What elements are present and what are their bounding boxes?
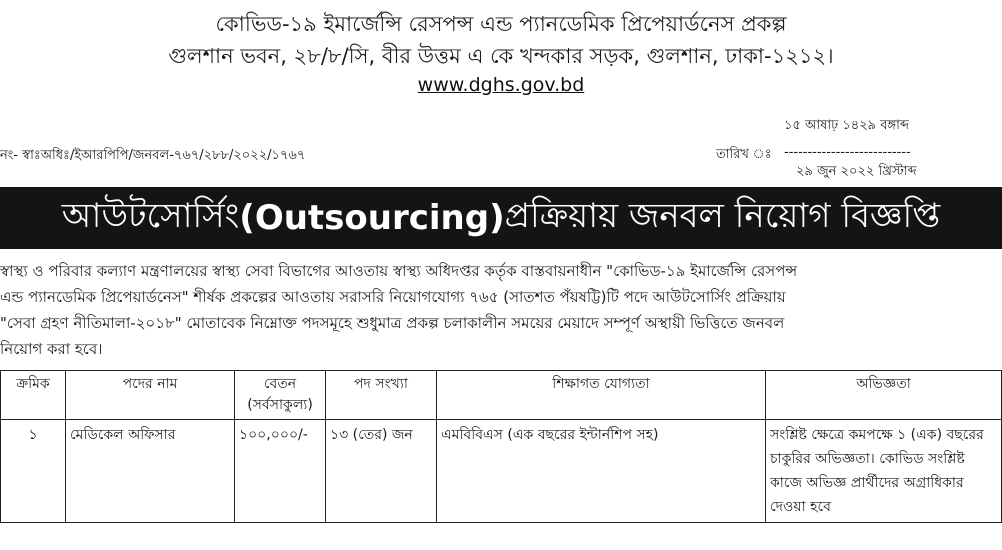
notice-banner xyxy=(0,187,1002,249)
memo-number: নং- স্বাঃঅধিঃ/ইআরপিপি/জনবল-৭৬৭/২৮৮/২০২২/১৭৬৭ xyxy=(0,148,306,163)
office-address: গুলশান ভবন, ২৮/৮/সি, বীর উত্তম এ কে খন্দকার সড়ক, গুলশান, ঢাকা-১২১২। xyxy=(168,44,834,68)
paragraph-line: "সেবা গ্রহণ নীতিমালা-২০১৮" মোতাবেক নিম্নোক্ত পদসমূহে শুধুমাত্র প্রকল্প চলাকালীন সময়ের মেয়াদে সম্পূর্ণ অস্থায়ী ভিত্তিতে জনবল xyxy=(0,314,785,332)
date-bangla: ১৫ আষাঢ় ১৪২৯ বঙ্গাব্দ xyxy=(784,118,909,133)
cell-education: এমবিবিএস (এক বছরের ইন্টার্নশিপ সহ) xyxy=(437,420,766,523)
date-divider: --------------------------- xyxy=(784,145,911,160)
col-serial-header: ক্রমিক xyxy=(1,371,66,420)
cell-post: মেডিকেল অফিসার xyxy=(66,420,235,523)
cell-salary: ১০০,০০০/- xyxy=(235,420,326,523)
project-title: কোভিড-১৯ ইমার্জেন্সি রেসপন্স এন্ড প্যানডেমিক প্রিপেয়ার্ডনেস প্রকল্প xyxy=(215,12,787,36)
cell-count: ১৩ (তের) জন xyxy=(326,420,437,523)
table-header-row xyxy=(1,371,1002,420)
website-link-wrap xyxy=(0,74,1002,96)
paragraph-line: এন্ড প্যানডেমিক প্রিপেয়ার্ডনেস" শীর্ষক প্রকল্পের আওতায় সরাসরি নিয়োগযোগ্য ৭৬৫ (সাতশত পঁয়ষট্টি)টি পদে আউটসোর্সিং প্রক্রিয়ায় xyxy=(0,288,786,306)
col-post-header: পদের নাম xyxy=(66,371,235,420)
table-row xyxy=(1,420,1002,523)
vacancy-table xyxy=(0,370,1002,523)
banner-text-english: (Outsourcing) xyxy=(239,198,505,238)
col-salary-header: বেতন (সর্বসাকুল্য) xyxy=(235,371,326,420)
cell-serial: ১ xyxy=(1,420,66,523)
paragraph-line: স্বাস্থ্য ও পরিবার কল্যাণ মন্ত্রণালয়ের স্বাস্থ্য সেবা বিভাগের আওতায় স্বাস্থ্য অধিদপ্তর কর্তৃক বাস্তবায়নাধীন "কোভিড-১৯ ইমার্জেন্সি রেসপন্স xyxy=(0,262,798,280)
date-label: তারিখ ঃ xyxy=(716,147,772,162)
cell-experience: সংশ্লিষ্ট ক্ষেত্রে কমপক্ষে ১ (এক) বছরের চাকুরির অভিজ্ঞতা। কোভিড সংশ্লিষ্ট কাজে অভিজ্ঞ প্রার্থীদের অগ্রাধিকার দেওয়া হবে xyxy=(766,420,1002,523)
paragraph-line: নিয়োগ করা হবে। xyxy=(0,340,103,358)
col-count-header: পদ সংখ্যা xyxy=(326,371,437,420)
banner-text-before: আউটসোর্সিং xyxy=(61,195,240,236)
date-block xyxy=(716,116,966,178)
date-english: ২৯ জুন ২০২২ খ্রিস্টাব্দ xyxy=(796,164,917,179)
col-experience-header: অভিজ্ঞতা xyxy=(766,371,1002,420)
col-education-header: শিক্ষাগত যোগ্যতা xyxy=(437,371,766,420)
website-link[interactable]: www.dghs.gov.bd xyxy=(417,74,585,96)
banner-text-after: প্রক্রিয়ায় জনবল নিয়োগ বিজ্ঞপ্তি xyxy=(504,195,941,236)
notice-paragraph xyxy=(0,258,1002,362)
